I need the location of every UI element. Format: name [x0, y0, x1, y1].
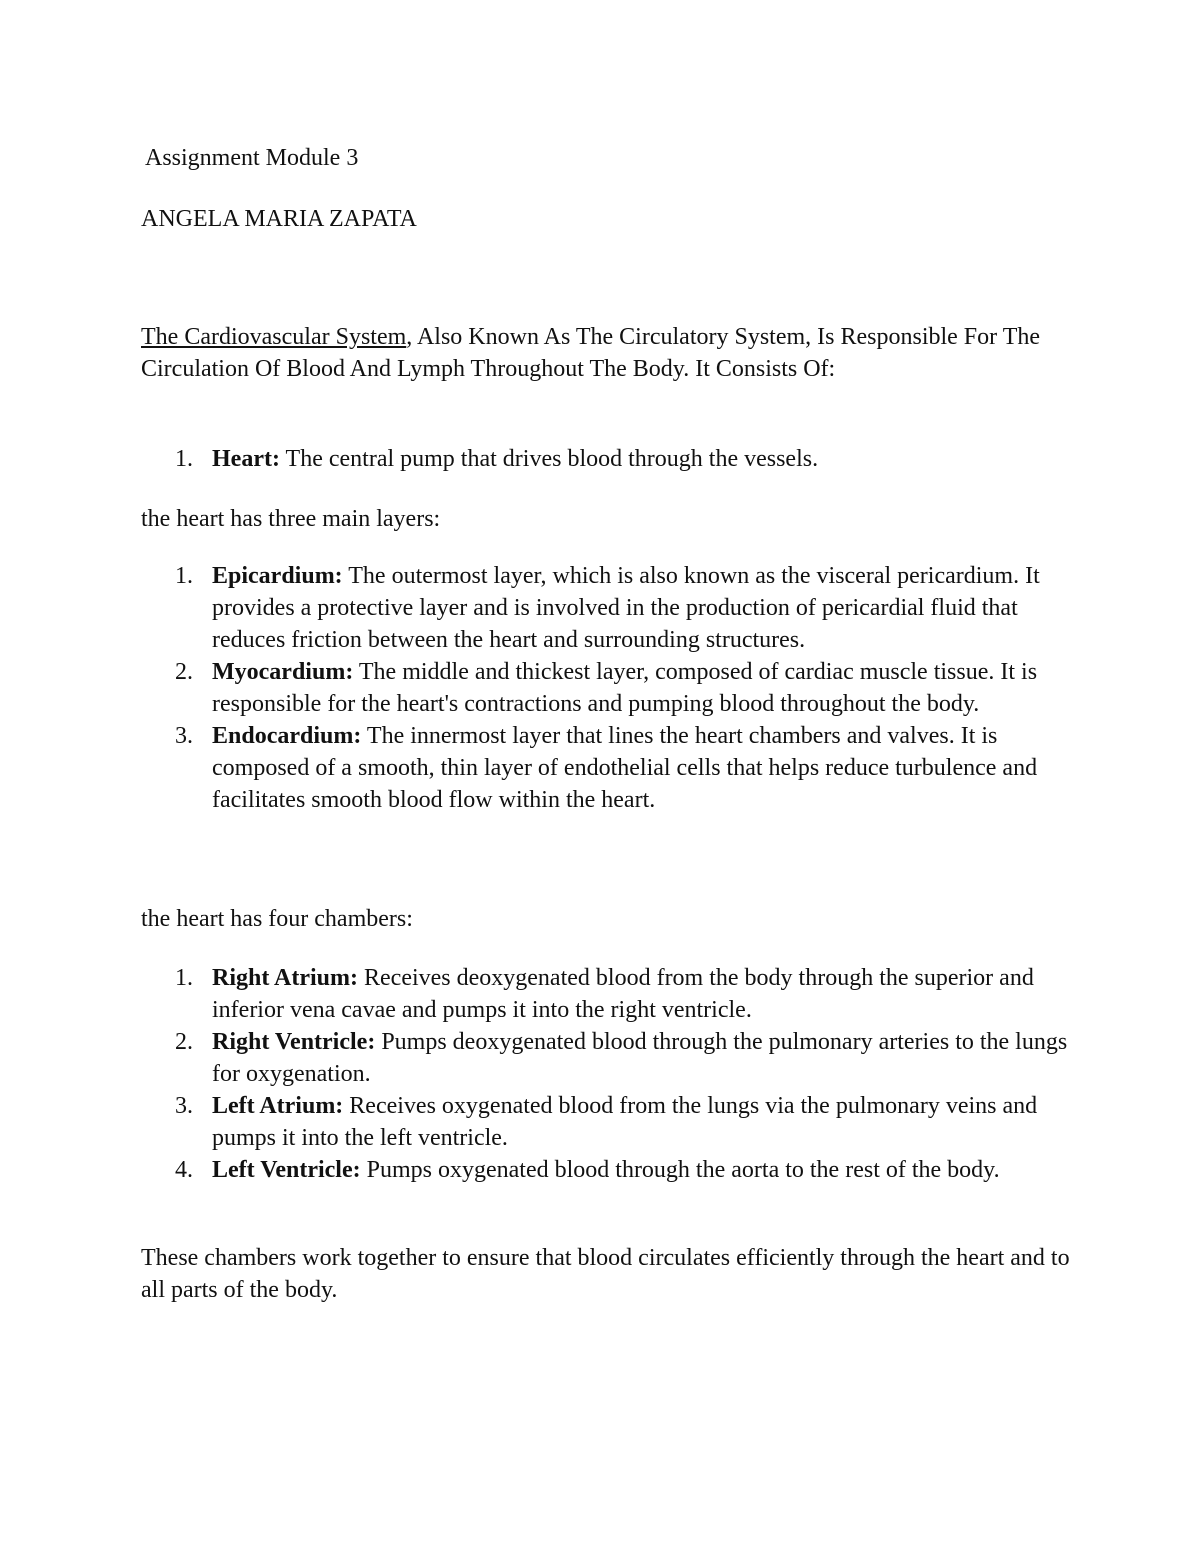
list-item — [141, 1090, 1081, 1154]
list-number: 2. — [175, 1029, 193, 1055]
list-number: 3. — [175, 723, 193, 749]
list-number: 4. — [175, 1157, 193, 1183]
list-number: 1. — [175, 563, 193, 589]
list-number: 2. — [175, 659, 193, 685]
list-number: 1. — [175, 446, 193, 472]
list-term: Right Ventricle: — [212, 1029, 376, 1055]
list-item — [141, 656, 1081, 720]
list-text: Receives deoxygenated blood from the body through the superior and inferior vena cavae and pumps it into the right ventricle. — [212, 965, 1034, 1023]
list-term: Right Atrium: — [212, 965, 358, 991]
list-term: Myocardium: — [212, 659, 354, 685]
components-list — [141, 443, 1081, 475]
list-text: The innermost layer that lines the heart chambers and valves. It is composed of a smooth, thin layer of endothelial cells that helps reduce turbulence and facilitates smooth blood flow within the heart. — [212, 723, 1038, 813]
list-text: Receives oxygenated blood from the lungs via the pulmonary veins and pumps it into the left ventricle. — [212, 1093, 1038, 1151]
list-term: Epicardium: — [212, 563, 343, 589]
list-item — [141, 560, 1081, 656]
closing-paragraph: These chambers work together to ensure that blood circulates efficiently through the heart and to all parts of the body. — [141, 1245, 1070, 1303]
list-item — [141, 1026, 1081, 1090]
chambers-heading: the heart has four chambers: — [141, 906, 413, 932]
layers-list — [141, 560, 1081, 816]
chambers-list — [141, 962, 1081, 1186]
list-term: Left Ventricle: — [212, 1157, 361, 1183]
list-text: The central pump that drives blood through the vessels. — [279, 446, 819, 472]
list-item — [141, 962, 1081, 1026]
list-text: Pumps deoxygenated blood through the pulmonary arteries to the lungs for oxygenation. — [212, 1029, 1068, 1087]
author-name: ANGELA MARIA ZAPATA — [141, 206, 417, 232]
list-item — [141, 720, 1081, 816]
layers-heading: the heart has three main layers: — [141, 506, 441, 532]
intro-term: The Cardiovascular System — [141, 324, 407, 350]
list-term: Heart: — [212, 446, 280, 472]
list-text: The middle and thickest layer, composed of cardiac muscle tissue. It is responsible for the heart's contractions and pumping blood throughout the body. — [212, 659, 1038, 717]
list-text: The outermost layer, which is also known as the visceral pericardium. It provides a protective layer and is involved in the production of pericardial fluid that reduces friction between the heart and surrounding structures. — [212, 563, 1040, 653]
list-item — [141, 443, 1081, 475]
list-term: Endocardium: — [212, 723, 362, 749]
list-text: Pumps oxygenated blood through the aorta to the rest of the body. — [360, 1157, 1000, 1183]
document-title: Assignment Module 3 — [145, 145, 359, 171]
intro-paragraph — [141, 321, 1081, 385]
list-number: 3. — [175, 1093, 193, 1119]
list-number: 1. — [175, 965, 193, 991]
list-term: Left Atrium: — [212, 1093, 344, 1119]
intro-text: , Also Known As The Circulatory System, Is Responsible For The Circulation Of Blood And Lymph Throughout The Body. It Consists Of: — [141, 324, 1041, 382]
list-item — [141, 1154, 1081, 1186]
